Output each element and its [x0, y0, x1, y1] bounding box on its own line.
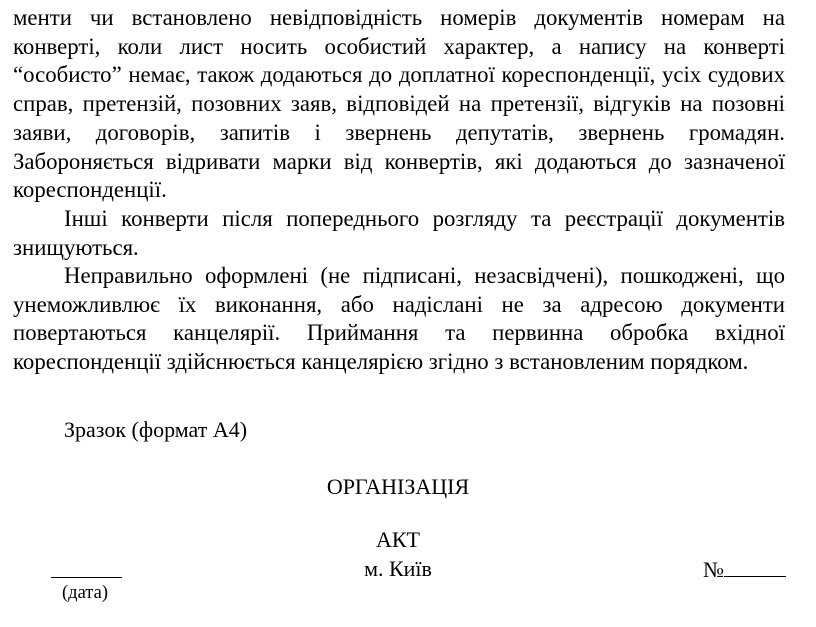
organization-heading: ОРГАНІЗАЦІЯ: [326, 474, 470, 499]
date-blank-line: [51, 577, 122, 578]
document-number-field: [703, 556, 786, 583]
sample-format-label: Зразок (формат А4): [64, 417, 248, 442]
act-title: АКТ: [376, 527, 420, 552]
date-label: (дата): [62, 583, 108, 603]
number-sign: №: [703, 557, 724, 582]
paragraph-envelopes: Інші конверти після попереднього розгляду та реєстрації документів знищуються.: [13, 206, 785, 260]
number-blank-line: [724, 556, 786, 577]
paragraph-returned-documents: Неправильно оформлені (не підписані, незасвідчені), пошкоджені, що унеможливлює їх виконання, або надіслані не за адресою документи повертаються канцелярії. Приймання та первинна обробка вхідної кореспонденції здійснюється канцелярією згідно з встановленим порядком.: [13, 263, 785, 375]
city-label: м. Київ: [364, 556, 432, 581]
paragraph-continued: менти чи встановлено невідповідність номерів документів номерам на конверті, коли лист носить особистий характер, а напису на конверті “особисто” немає, також додаються до доплатної кореспонденції, усіх судових справ, претензій, позовних заяв, відповідей на претензії, відгуків на позовні заяви, договорів, запитів і звернень депутатів, звернень громадян. Забороняється відривати марки від конвертів, які додаються до зазначеної кореспонденції.: [13, 5, 785, 203]
